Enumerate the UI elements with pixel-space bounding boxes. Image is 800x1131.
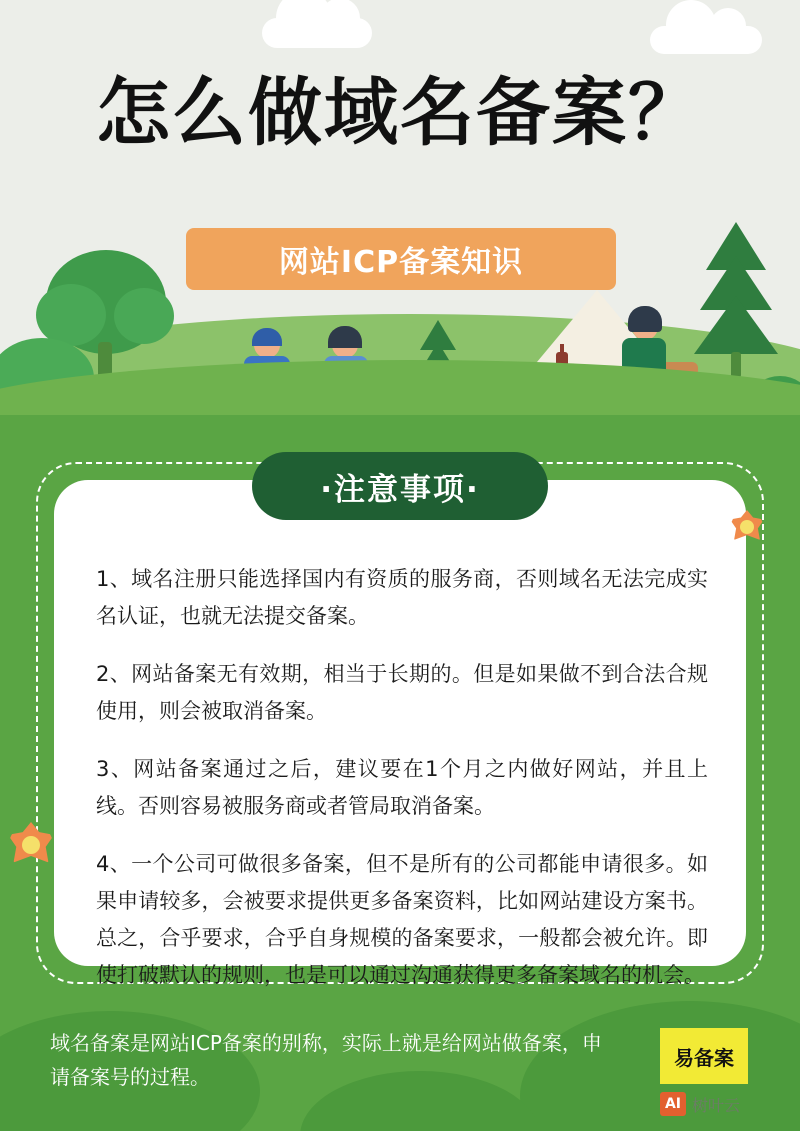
flower-icon <box>730 510 764 544</box>
brand-badge-label: 易备案 <box>674 1045 734 1070</box>
cloud-icon <box>262 18 372 48</box>
page-title: 怎么做域名备案？ <box>96 70 704 156</box>
cloud-icon <box>650 26 762 54</box>
notes-list <box>96 540 708 1000</box>
list-item: 2、网站备案无有效期，相当于长期的。但是如果做不到合法合规使用，则会被取消备案。 <box>96 662 708 723</box>
section-heading-badge <box>252 452 548 520</box>
watermark <box>660 1092 740 1116</box>
watermark-text: 树叶云 <box>692 1095 741 1115</box>
ai-tag-icon: AI <box>660 1092 686 1116</box>
subtitle-text: 网站ICP备案知识 <box>278 245 524 280</box>
subtitle-banner <box>186 228 616 290</box>
section-heading-text: ·注意事项· <box>320 471 480 508</box>
list-item: 4、一个公司可做很多备案，但不是所有的公司都能申请很多。如果申请较多，会被要求提供更多备案资料，比如网站建设方案书。总之，合乎要求，合乎自身规模的备案要求，一般都会被允许。即使打破默认的规则，也是可以通过沟通获得更多备案域名的机会。 <box>96 852 708 987</box>
footer-description: 域名备案是网站ICP备案的别称，实际上就是给网站做备案，申请备案号的过程。 <box>50 1031 602 1089</box>
bottle-neck-shape <box>560 344 564 354</box>
list-item: 3、网站备案通过之后，建议要在1个月之内做好网站，并且上线。否则容易被服务商或者管局取消备案。 <box>96 757 708 818</box>
flower-icon <box>8 822 54 868</box>
list-item: 1、域名注册只能选择国内有资质的服务商，否则域名无法完成实名认证，也就无法提交备案。 <box>96 567 708 628</box>
brand-badge <box>660 1028 748 1084</box>
